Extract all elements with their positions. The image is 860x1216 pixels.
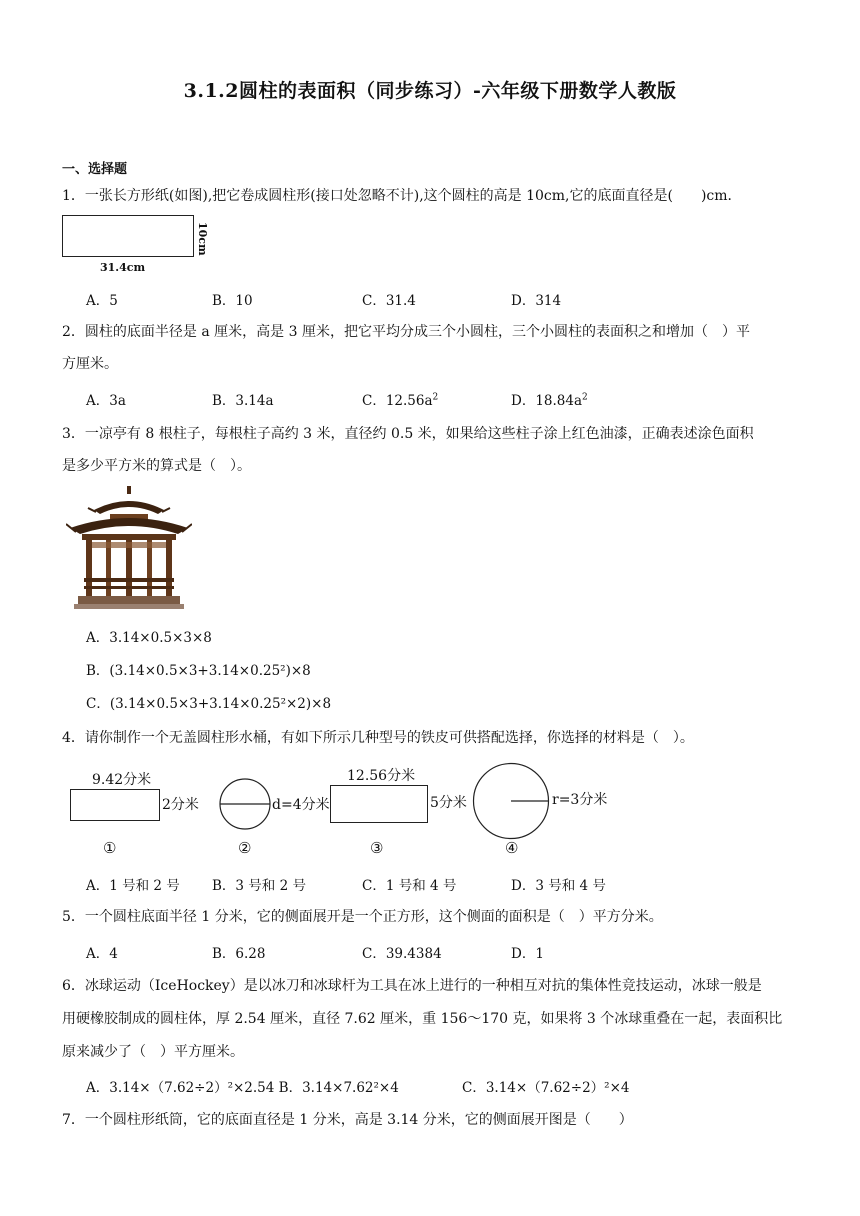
fig3-top-label: 12.56分米 [347,768,416,784]
q4-option-a[interactable]: A．1 号和 2 号 [86,878,180,894]
q1-option-d[interactable]: D．314 [511,293,562,309]
q2-option-a[interactable]: A．3a [86,393,126,409]
question-1-text: 1．一张长方形纸(如图),把它卷成圆柱形(接口处忽略不计),这个圆柱的高是 10cm,它的底面直径是( )cm． [62,188,742,204]
fig4-number: ④ [505,839,519,857]
q5-option-d[interactable]: D．1 [511,946,544,962]
q1-width-label: 31.4cm [100,261,146,274]
q2-option-d[interactable]: D．$18.84a^2$ [511,392,588,409]
question-5-text: 5．一个圆柱底面半径 1 分米，它的侧面展开是一个正方形，这个侧面的面积是（ ）平方分米。 [62,909,663,925]
q6-option-a-b[interactable]: A．3.14×（7.62÷2）²×2.54 B．3.14×7.62²×4 [86,1080,399,1096]
fig3-number: ③ [370,839,384,857]
fig1-rectangle [70,789,160,821]
q1-rectangle-figure [62,215,194,257]
question-7-text: 7．一个圆柱形纸筒，它的底面直径是 1 分米，高是 3.14 分米，它的侧面展开图是（ ） [62,1112,633,1128]
question-4-text: 4．请你制作一个无盖圆柱形水桶，有如下所示几种型号的铁皮可供搭配选择，你选择的材料是（ ）。 [62,730,694,746]
fig3-side-label: 5分米 [430,795,467,811]
fig2-label: d=4分米 [272,797,330,813]
q2-option-b[interactable]: B．3.14a [212,393,274,409]
page-title: 3.1.2圆柱的表面积（同步练习）-六年级下册数学人教版 [183,80,677,102]
q2-option-c[interactable]: C．$12.56a^2$ [362,392,439,409]
question-6-line2: 用硬橡胶制成的圆柱体，厚 2.54 厘米，直径 7.62 厘米，重 156～170 克，如果将 3 个冰球重叠在一起，表面积比 [62,1011,783,1027]
fig1-side-label: 2分米 [162,797,199,813]
question-6-line3: 原来减少了（ ）平方厘米。 [62,1044,244,1060]
pavilion-image [66,486,192,610]
section-heading: 一、选择题 [62,162,128,177]
q4-option-d[interactable]: D．3 号和 4 号 [511,878,606,894]
fig2-number: ② [238,839,252,857]
fig2-circle [219,778,271,830]
q3-option-a[interactable]: A．3.14×0.5×3×8 [86,630,212,646]
fig4-label: r=3分米 [552,792,608,808]
q1-option-b[interactable]: B．10 [212,293,253,309]
question-3-line1: 3．一凉亭有 8 根柱子，每根柱子高约 3 米，直径约 0.5 米，如果给这些柱子涂上红色油漆，正确表述涂色面积 [62,426,754,442]
q1-option-c[interactable]: C．31.4 [362,293,416,309]
q6-option-c[interactable]: C．3.14×（7.62÷2）²×4 [462,1080,630,1096]
q3-option-c[interactable]: C．(3.14×0.5×3+3.14×0.25²×2)×8 [86,696,332,712]
question-3-line2: 是多少平方米的算式是（ ）。 [62,458,251,474]
fig1-top-label: 9.42分米 [92,772,152,788]
q4-option-b[interactable]: B．3 号和 2 号 [212,878,306,894]
q5-option-c[interactable]: C．39.4384 [362,946,442,962]
q5-option-a[interactable]: A．4 [86,946,118,962]
q5-option-b[interactable]: B．6.28 [212,946,266,962]
q4-option-c[interactable]: C．1 号和 4 号 [362,878,457,894]
question-2-line2: 方厘米。 [62,356,118,372]
q1-option-a[interactable]: A．5 [86,293,118,309]
fig4-circle [472,762,550,840]
q1-height-label: 10cm [196,222,209,256]
question-2-line1: 2．圆柱的底面半径是 a 厘米，高是 3 厘米，把它平均分成三个小圆柱，三个小圆柱的表面积之和增加（ ）平 [62,324,750,340]
fig3-rectangle [330,785,428,823]
fig1-number: ① [103,839,117,857]
question-6-line1: 6．冰球运动（IceHockey）是以冰刀和冰球杆为工具在冰上进行的一种相互对抗的集体性竞技运动，冰球一般是 [62,978,762,994]
q3-option-b[interactable]: B．(3.14×0.5×3+3.14×0.25²)×8 [86,663,311,679]
